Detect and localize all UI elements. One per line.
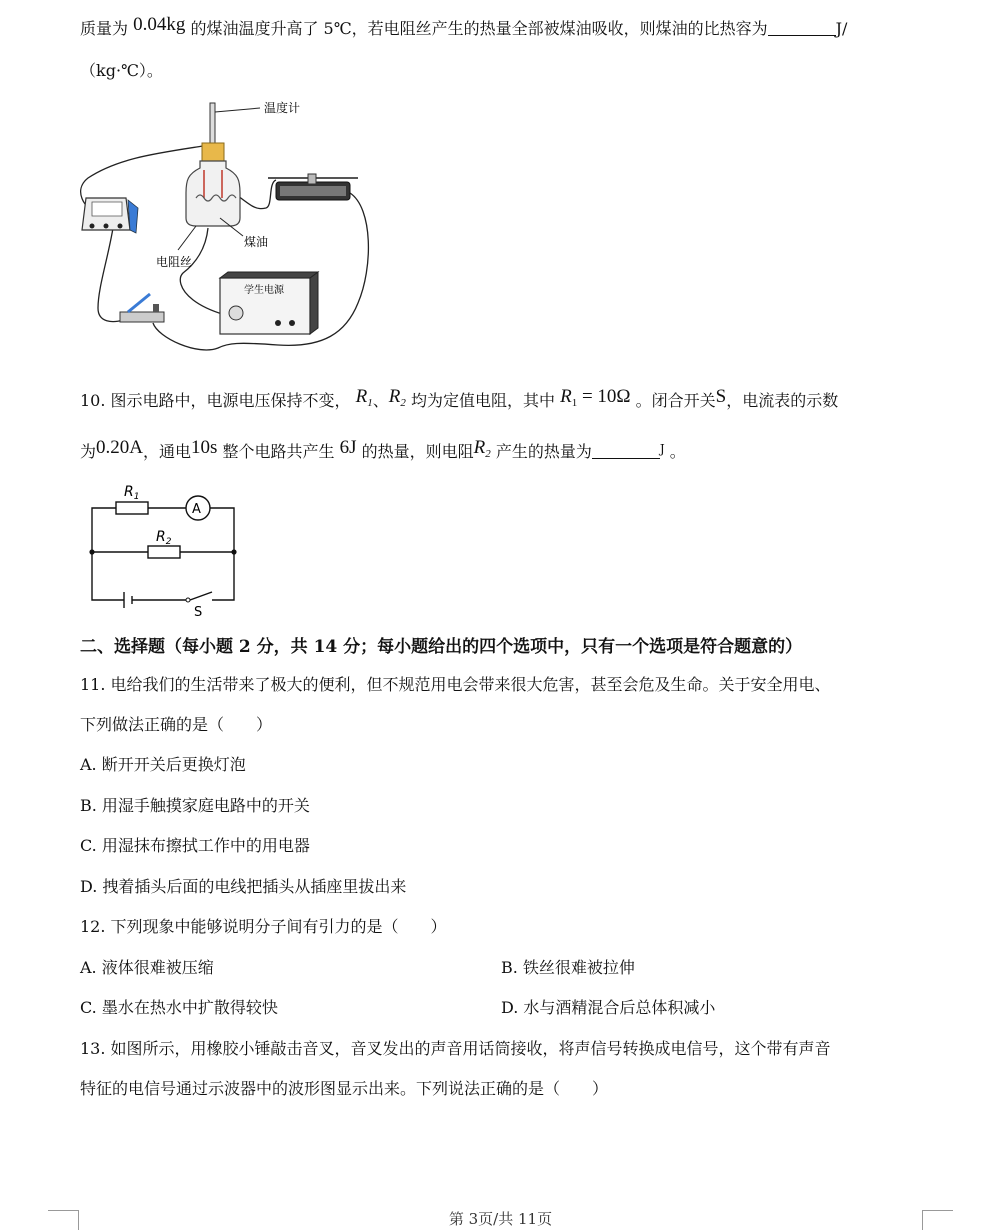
label-kerosene: 煤油 [244,235,269,249]
page-number: 第 3页/共 11页 [448,1210,553,1228]
q13-line2: 特征的电信号通过示波器中的波形图显示出来。下列说法正确的是（ ） [80,1079,609,1098]
q10-heat: 6J [339,437,357,458]
label-wire: 电阻丝 [156,255,193,269]
knife-switch [120,312,164,322]
q10-time: 10s [191,437,218,458]
q11-line1: 11. 电给我们的生活带来了极大的便利，但不规范用电会带来很大危害，甚至会危及生命。关于安全用电、 [80,675,831,694]
q10-text-c: 。闭合开关 [635,391,716,410]
q12-option-a[interactable]: A. 液体很难被压缩 [80,958,214,977]
circuit-battery [124,592,132,608]
q10-text-a: 10. 图示电路中，电源电压保持不变， [80,391,351,410]
q12-line1: 12. 下列现象中能够说明分子间有引力的是（ ） [80,917,447,936]
q12-option-c[interactable]: C. 墨水在热水中扩散得较快 [80,998,278,1017]
q10-r1: $R_1$ [355,386,373,409]
q9-text-a: 质量为 [80,19,129,38]
circuit-r2-label: $R_2$ [156,529,172,547]
q9-mass: 0.04kg [133,14,186,35]
wire-meter-to-switch [98,228,123,322]
q10-line2: 为0.20A，通电10s 整个电路共产生 6J 的热量，则电阻$R_2$ 产生的热量为 $^J$ 。 [80,437,686,461]
q9-unit: J/ [835,19,848,38]
circuit-r1 [116,502,148,514]
circuit-switch [190,592,212,600]
q10-line1: 10. 图示电路中，电源电压保持不变， $R_1$、$R_2$ 均为定值电阻，其中 $R_1 = 10\Omega$ 。闭合开关S，电流表的示数 [80,386,839,410]
circuit-ammeter-label: A [192,502,201,517]
q11-line2: 下列做法正确的是（ ） [80,715,273,734]
q11-option-b[interactable]: B. 用湿手触摸家庭电路中的开关 [80,796,310,815]
q13-line1: 13. 如图所示，用橡胶小锤敲击音叉，音叉发出的声音用话筒接收，将声信号转换成电信号，这个带有声音 [80,1039,831,1058]
kerosene-bottle [186,161,240,226]
q11-option-d[interactable]: D. 拽着插头后面的电线把插头从插座里拔出来 [80,877,407,896]
q9-line2: （kg·℃）。 [80,61,163,80]
q10-current: 0.20A [96,437,143,458]
q11-option-a[interactable]: A. 断开开关后更换灯泡 [80,755,246,774]
circuit-r1-label: $R_1$ [124,484,140,502]
q10-r1-value: $R_1 = 10\Omega$ [560,386,631,409]
q9-text-b: 的煤油温度升高了 5℃，若电阻丝产生的热量全部被煤油吸收，则煤油的比热容为 [190,19,768,38]
q10-circuit-diagram [86,482,246,622]
bottle-cap [202,143,224,161]
q10-text-d: ，电流表的示数 [726,391,839,410]
label-power-supply: 学生电源 [244,285,284,296]
section2-title: 二、选择题（每小题 2 分，共 14 分；每小题给出的四个选项中，只有一个选项是符合题意的） [80,637,803,657]
q10-answer-blank[interactable] [592,442,660,459]
q10-r2: $R_2$ [388,386,406,409]
q12-option-d[interactable]: D. 水与酒精混合后总体积减小 [501,998,716,1017]
q10-r2-inline: $R_2$ [473,437,491,460]
q9-apparatus-figure [78,98,378,356]
q12-option-b[interactable]: B. 铁丝很难被拉伸 [501,958,635,977]
circuit-switch-label: S [194,605,203,620]
q9-line1 [80,14,847,40]
q10-text-b: 均为定值电阻，其中 [410,391,555,410]
q10-switch: S [715,386,727,407]
q11-option-c[interactable]: C. 用湿抹布擦拭工作中的用电器 [80,836,310,855]
label-thermometer: 温度计 [264,101,301,115]
q9-answer-blank[interactable] [768,19,836,36]
circuit-r2 [148,546,180,558]
